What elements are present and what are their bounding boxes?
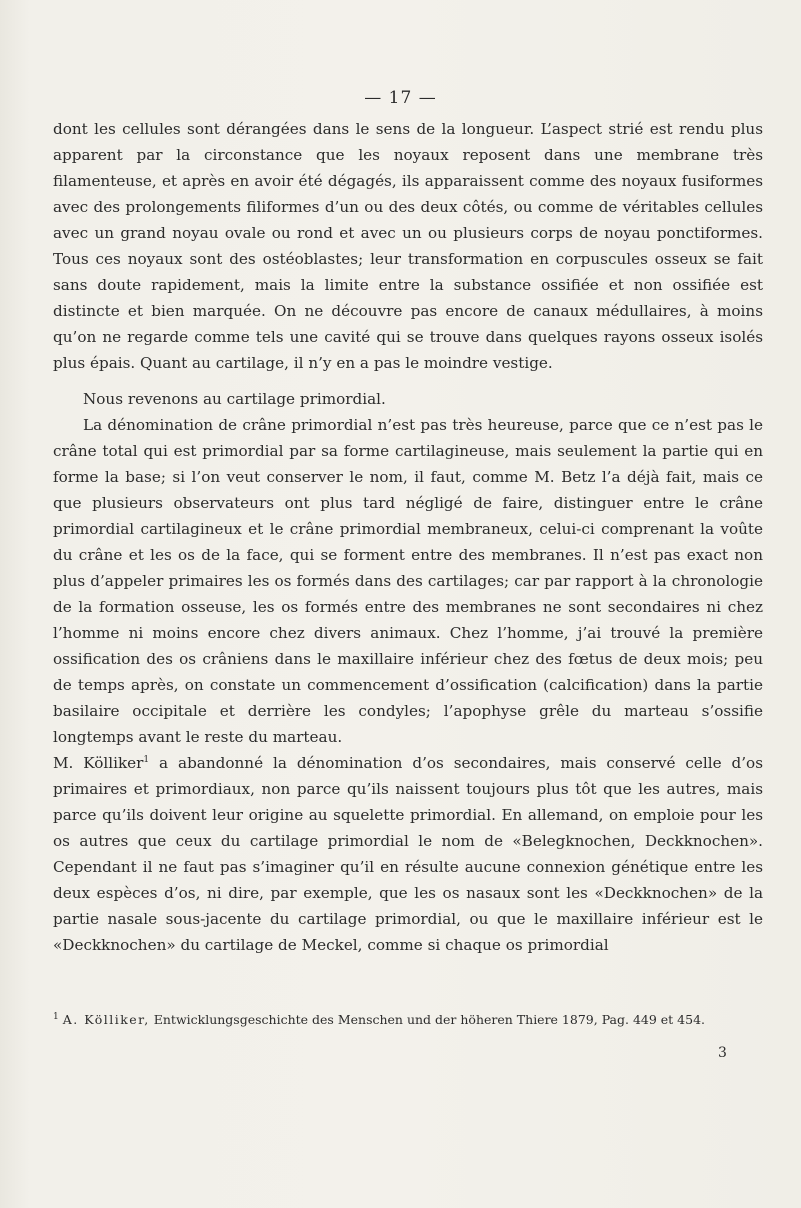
paragraph-end: de la partie nasale sous-jacente du cartilage primordial, ou que le maxillaire inférieur est le «Deckknochen» du cartilage de Meckel, comme si chaque os primordial <box>53 884 763 954</box>
paragraph-cartilage-intro: Nous revenons au cartilage primordial. <box>83 390 386 408</box>
kolliker-text: a abandonné la dénomination d’os secondaires, mais conservé celle d’os primaires et primordiaux, non parce qu’ils naissent toujours plus tôt que les autres, mais parce qu’ils doivent leur origine au squelette primordial. En allemand, on emploie pour les os autres que ceux du cartilage primordial le nom de «Belegknochen, Deckknochen». Cependant il ne faut pas s’imaginer qu’il en résulte aucune connexion génétique entre les deux espèces d’os, ni dire, par exemple, que les os nasaux sont les «Deckknochen» <box>53 754 763 902</box>
footnote-ref-marker: 1 <box>143 754 150 765</box>
footnote <box>53 1010 763 1029</box>
paragraph-primordial-skull: La dénomination de crâne primordial n’est pas très heureuse, parce que ce n’est pas le crâne total qui est primordial par sa forme cartilagineuse, mais seulement la partie qui en forme la base; si l’on veut conserver le nom, il faut, comme M. Betz l’a déjà fait, mais ce que plusieurs observateurs ont plus tard négligé de faire, distinguer entre le crâne primordial cartilagineux et le crâne primordial membraneux, celui-ci comprenant la voûte du crâne et les os de la face, qui se forment entre des membranes. Il n’est pas exact non plus d’appeler primaires les os formés dans des cartilages; car par rapport à la chronologie de la formation osseuse, les os formés entre des membranes ne sont secondaires ni chez l’homme ni moins encore chez divers animaux. Chez l’homme, j’ai trouvé la première ossification des os crâniens dans le maxillaire inférieur chez des fœtus de deux mois; peu de temps après, on constate un commencement d’ossification (calcification) dans la partie basilaire occipitale et derrière les condyles; l’apophyse grêle du marteau s’ossifie longtemps avant le reste du marteau. <box>53 416 763 746</box>
main-text <box>53 116 763 958</box>
paragraph-kolliker <box>53 750 763 958</box>
footnote-text: Entwicklungsgeschichte des Menschen und der höheren Thiere 1879, Pag. 449 et 454. <box>149 1012 705 1027</box>
page-number: — 17 — <box>364 88 437 108</box>
footnote-marker: 1 <box>53 1011 59 1022</box>
signature-mark: 3 <box>718 1045 727 1061</box>
footnote-author: A. Kölliker, <box>62 1012 150 1027</box>
paragraph-continuation: dont les cellules sont dérangées dans le sens de la longueur. L’aspect strié est rendu plus apparent par la circonstance que les noyaux reposent dans une membrane très filamenteuse, et après en avoir été dégagés, ils apparaissent comme des noyaux fusiformes avec des prolongements filiformes d’un ou des deux côtés, ou comme de véritables cellules avec un grand noyau ovale ou rond et avec un ou plusieurs corps de noyau ponctiformes. Tous ces noyaux sont des ostéoblastes; leur transformation en corpuscules osseux se fait sans doute rapidement, mais la limite entre la substance ossifiée et non ossifiée est distincte et bien marquée. On ne découvre pas encore de canaux médullaires, à moins qu’on ne regarde comme tels une cavité qui se trouve dans quelques rayons osseux isolés plus épais. Quant au cartilage, il n’y en a pas le moindre vestige. <box>53 120 763 372</box>
kolliker-name: M. Kölliker <box>53 754 144 772</box>
